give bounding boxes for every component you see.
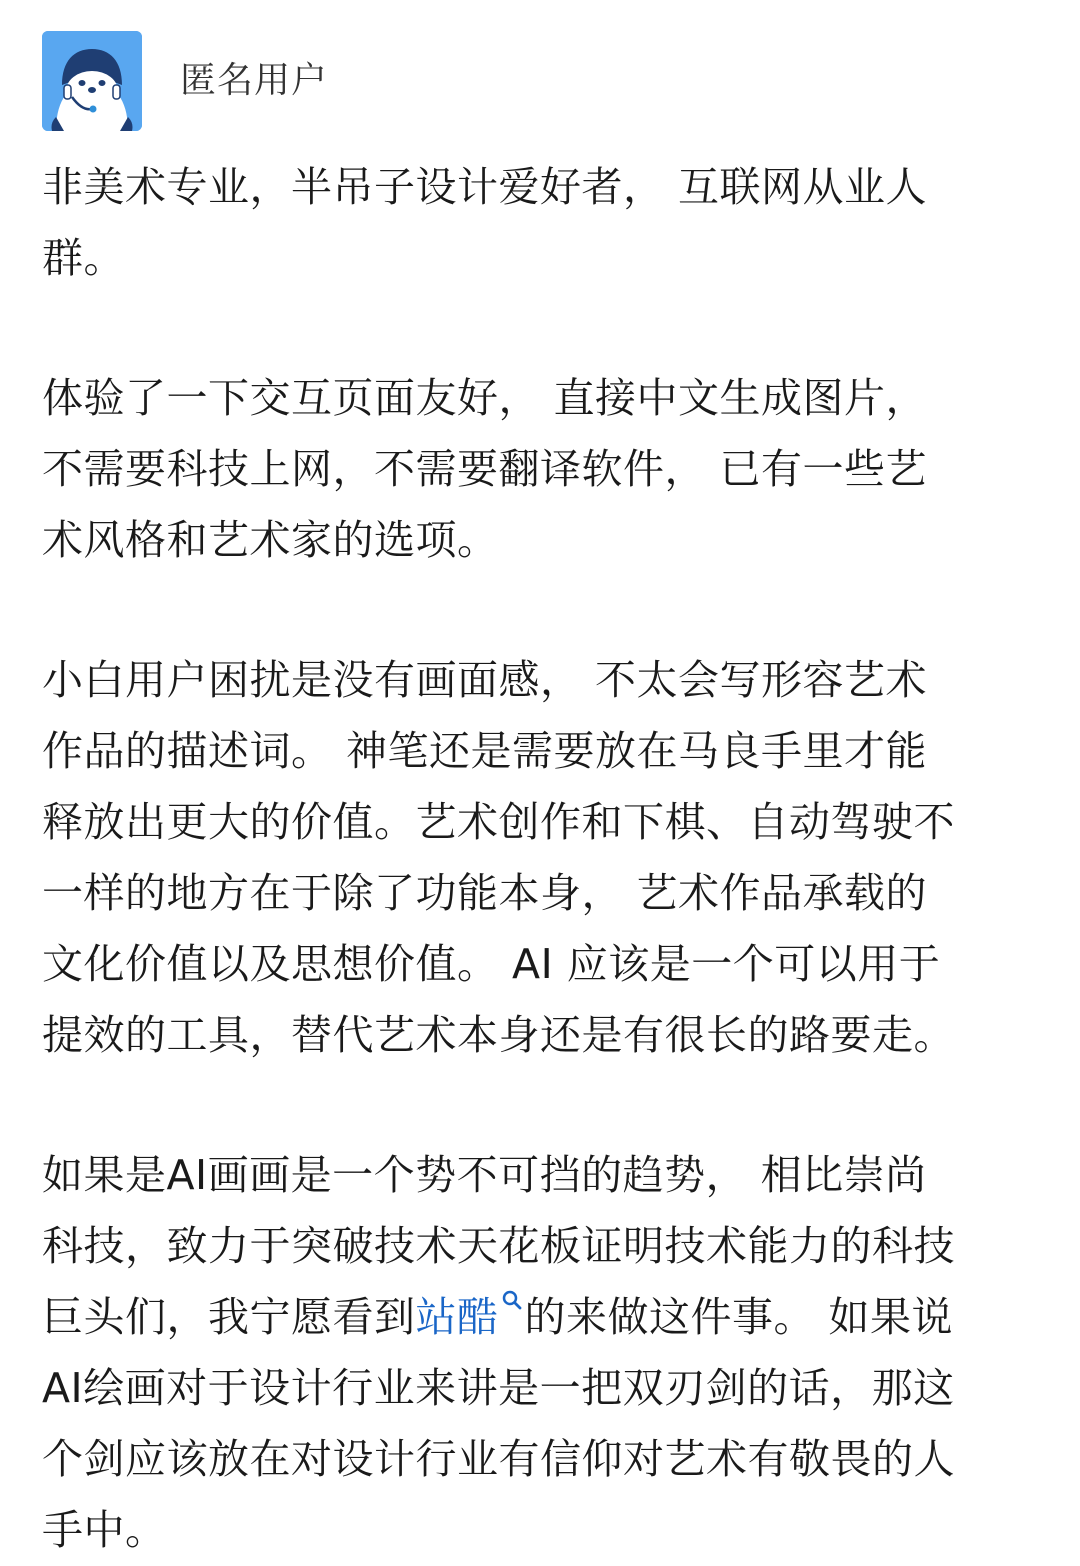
answer-paragraph-4 <box>42 1140 1042 1566</box>
text-line: 手中。 <box>42 1506 167 1554</box>
text-line: 不需要科技上网，不需要翻译软件， 已有一些艺 <box>42 445 928 493</box>
text-line: AI绘画对于设计行业来讲是一把双刃剑的话，那这 <box>42 1364 955 1412</box>
text-line: 个剑应该放在对设计行业有信仰对艺术有敬畏的人 <box>42 1435 955 1483</box>
text-line: 小白用户困扰是没有画面感， 不太会写形容艺术 <box>42 656 928 704</box>
text-line: 一样的地方在于除了功能本身， 艺术作品承载的 <box>42 869 928 917</box>
text-line: 科技，致力于突破技术天花板证明技术能力的科技 <box>42 1222 955 1270</box>
text-line: 如果是AI画画是一个势不可挡的趋势， 相比崇尚 <box>42 1151 927 1199</box>
text-line: 群。 <box>42 234 125 282</box>
answer-paragraph-1 <box>42 152 1042 294</box>
text-segment: 的来做这件事。 如果说 <box>524 1293 954 1341</box>
text-line: 释放出更大的价值。艺术创作和下棋、自动驾驶不 <box>42 798 955 846</box>
text-segment: 巨头们，我宁愿看到 <box>42 1293 416 1341</box>
text-line-with-link <box>42 1282 1042 1353</box>
answer-paragraph-2 <box>42 363 1042 576</box>
zcool-search-link[interactable] <box>416 1293 525 1341</box>
text-line: 提效的工具，替代艺术本身还是有很长的路要走。 <box>42 1011 955 1059</box>
answer-body <box>42 152 1042 1566</box>
search-link-label[interactable]: 站酷 <box>415 1293 499 1341</box>
text-line: 非美术专业，半吊子设计爱好者， 互联网从业人 <box>42 163 928 211</box>
answer-paragraph-3 <box>42 645 1042 1071</box>
search-icon[interactable] <box>501 1289 523 1311</box>
answer-author-header <box>42 30 328 132</box>
author-name[interactable]: 匿名用户 <box>180 60 329 101</box>
text-line: 作品的描述词。 神笔还是需要放在马良手里才能 <box>42 727 928 775</box>
text-line: 术风格和艺术家的选项。 <box>42 516 499 564</box>
anonymous-seal-avatar-icon[interactable] <box>42 31 142 131</box>
text-line: 文化价值以及思想价值。 AI 应该是一个可以用于 <box>42 940 941 988</box>
text-line: 体验了一下交互页面友好， 直接中文生成图片， <box>42 374 928 422</box>
